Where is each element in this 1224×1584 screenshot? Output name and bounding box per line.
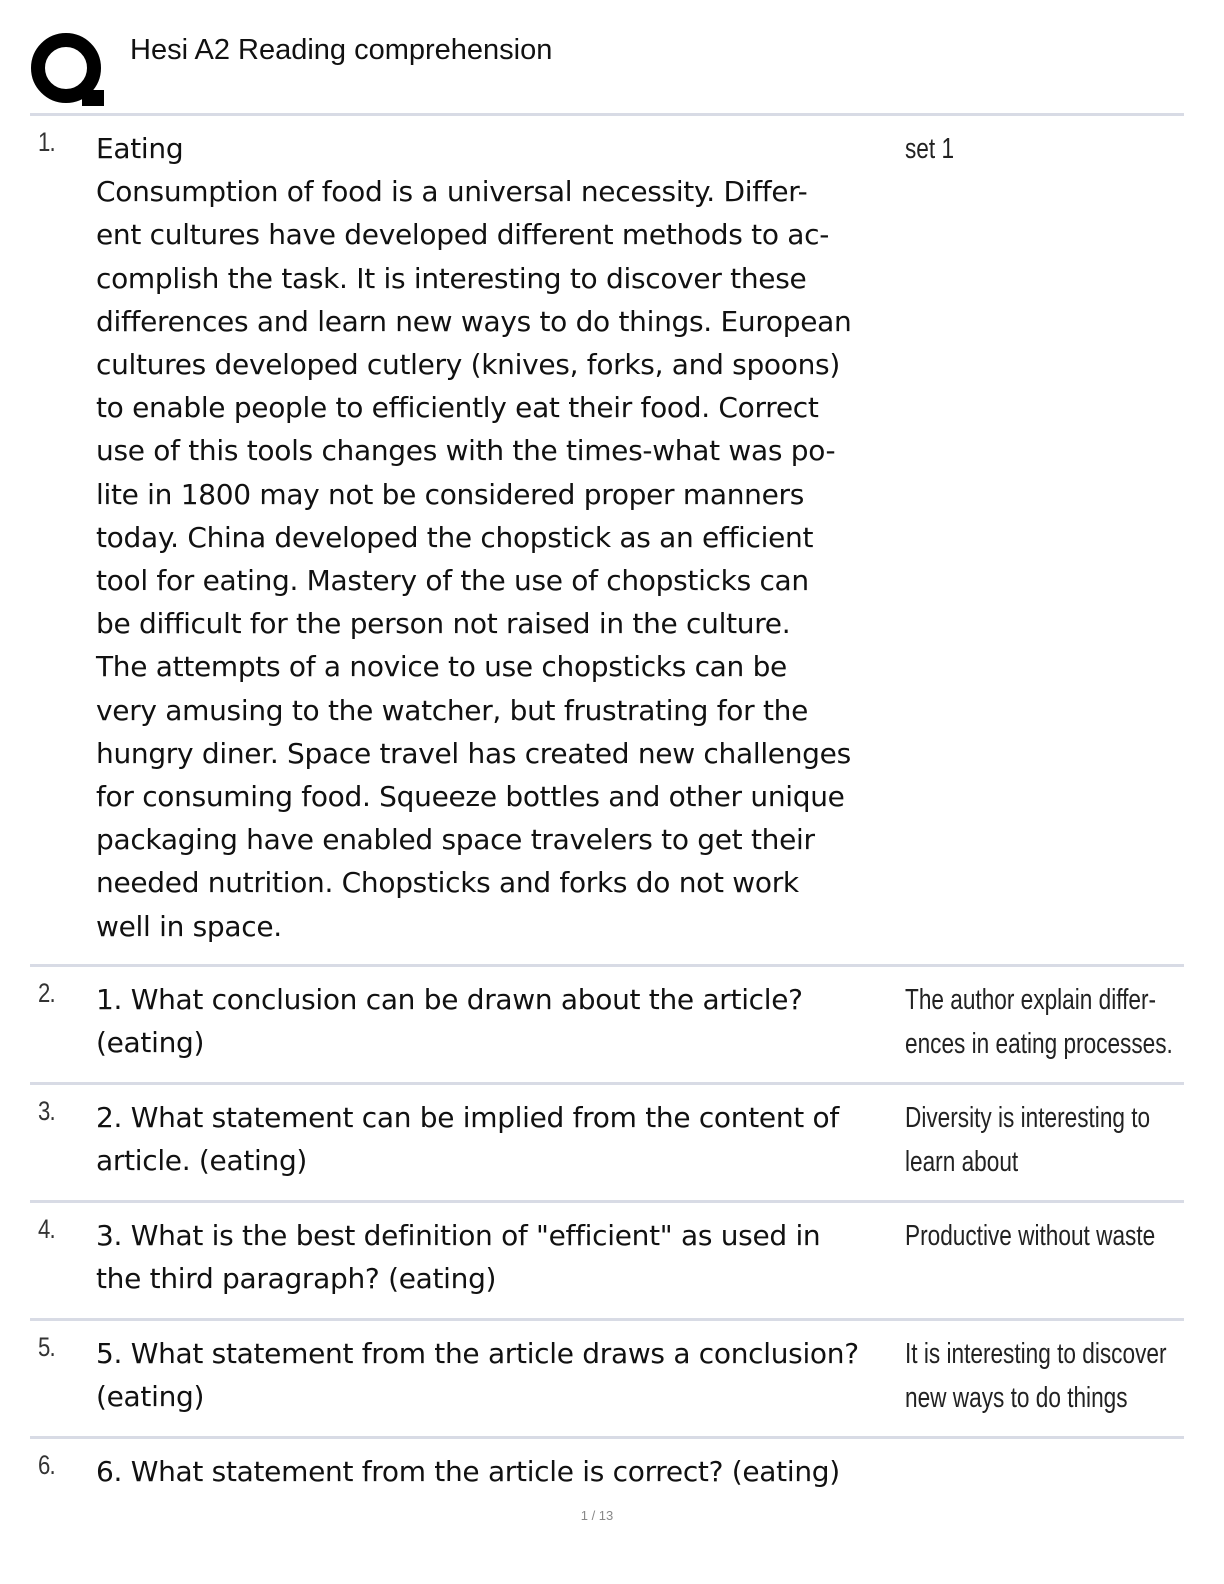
- passage-text: [96, 170, 896, 948]
- divider: [30, 113, 1184, 116]
- passage-title: Eating: [96, 132, 184, 165]
- passage-line: needed nutrition. Chopsticks and forks do not work: [96, 866, 799, 900]
- card-definition: [905, 978, 1173, 1066]
- passage-line: Consumption of food is a universal necessity. Differ-: [96, 175, 808, 209]
- question-line: 5. What statement from the article draws a conclusion?: [96, 1337, 859, 1370]
- divider: [30, 1436, 1184, 1439]
- passage-line: very amusing to the watcher, but frustrating for the: [96, 693, 809, 727]
- question-line: 1. What conclusion can be drawn about the article?: [96, 983, 803, 1016]
- question-line: (eating): [96, 1026, 205, 1060]
- card-definition: [905, 1096, 1151, 1184]
- question-line: the third paragraph? (eating): [96, 1262, 497, 1296]
- card-number: 5.: [38, 1332, 55, 1362]
- answer-line: Productive without waste: [905, 1220, 1156, 1252]
- divider: [30, 1200, 1184, 1203]
- question-line: (eating): [96, 1380, 205, 1414]
- answer-line: It is interesting to discover: [905, 1338, 1167, 1370]
- card-term: [96, 1096, 896, 1182]
- card-term: [96, 978, 896, 1064]
- passage-line: The attempts of a novice to use chopsticks can be: [96, 650, 787, 684]
- answer-line: ences in eating processes.: [905, 1028, 1173, 1060]
- passage-line: use of this tools changes with the times-what was po-: [96, 434, 836, 468]
- page-indicator: 1 / 13: [580, 1508, 614, 1523]
- question-line: 2. What statement can be implied from the content of: [96, 1101, 839, 1134]
- divider: [30, 1318, 1184, 1321]
- passage-line: be difficult for the person not raised in the culture.: [96, 607, 791, 641]
- passage-line: tool for eating. Mastery of the use of chopsticks can: [96, 564, 809, 598]
- divider: [30, 1082, 1184, 1085]
- answer-line: new ways to do things: [905, 1382, 1128, 1414]
- passage-line: differences and learn new ways to do things. European: [96, 304, 852, 338]
- passage-line: ent cultures have developed different methods to ac-: [96, 218, 830, 252]
- card-definition: [905, 127, 1139, 171]
- document-title: Hesi A2 Reading comprehension: [130, 34, 553, 66]
- passage-line: hungry diner. Space travel has created new challenges: [96, 736, 851, 770]
- card-number: 4.: [38, 1214, 55, 1244]
- divider: [30, 964, 1184, 967]
- card-definition: [905, 1214, 1156, 1258]
- quizlet-logo-icon: [30, 32, 106, 108]
- answer-line: Diversity is interesting to: [905, 1102, 1151, 1134]
- passage-line: complish the task. It is interesting to discover these: [96, 261, 807, 295]
- answer-line: The author explain differ-: [905, 984, 1157, 1016]
- card-term: [96, 1450, 896, 1493]
- card-number: 1.: [38, 127, 55, 157]
- card-number: 2.: [38, 978, 55, 1008]
- passage-line: packaging have enabled space travelers to get their: [96, 823, 815, 857]
- question-line: article. (eating): [96, 1144, 308, 1178]
- passage-line: for consuming food. Squeeze bottles and other unique: [96, 780, 845, 814]
- passage-line: today. China developed the chopstick as an efficient: [96, 520, 814, 554]
- card-number: 3.: [38, 1096, 55, 1126]
- card-definition: [905, 1332, 1167, 1420]
- question-line: 6. What statement from the article is correct? (eating): [96, 1455, 840, 1488]
- passage-line: to enable people to efficiently eat their food. Correct: [96, 391, 819, 425]
- answer-line: set 1: [905, 133, 955, 165]
- passage-line: well in space.: [96, 909, 282, 943]
- card-number: 6.: [38, 1450, 55, 1480]
- passage-line: cultures developed cutlery (knives, forks, and spoons): [96, 348, 840, 382]
- question-line: 3. What is the best definition of "efficient" as used in: [96, 1219, 821, 1252]
- passage-line: lite in 1800 may not be considered proper manners: [96, 477, 805, 511]
- card-term: [96, 1332, 896, 1418]
- answer-line: learn about: [905, 1146, 1019, 1178]
- card-term: [96, 1214, 896, 1300]
- card-term: [96, 127, 896, 948]
